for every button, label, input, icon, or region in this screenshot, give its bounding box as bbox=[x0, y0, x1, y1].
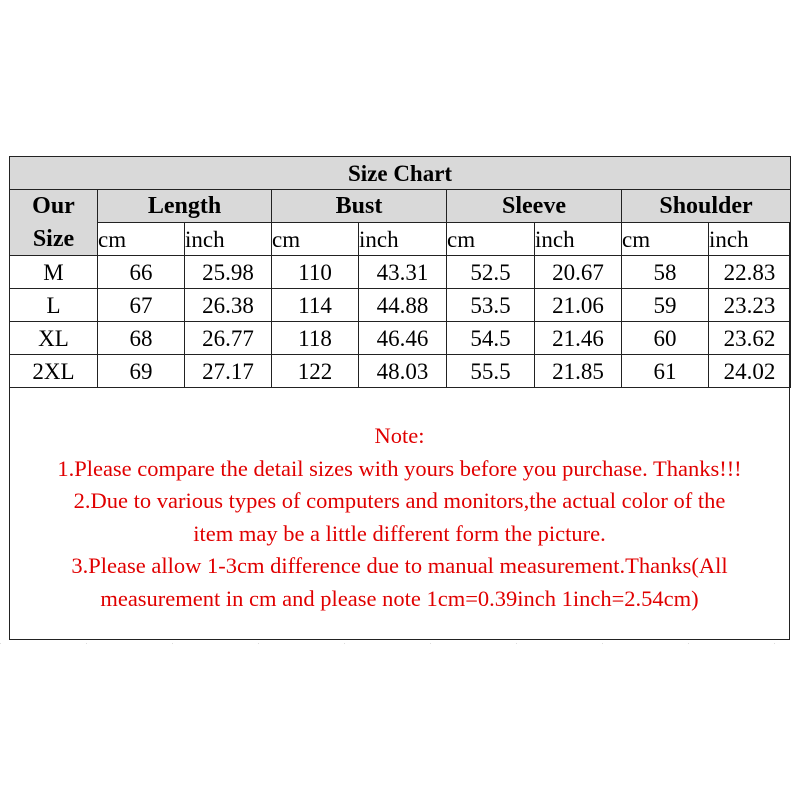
value-cell: 61 bbox=[622, 355, 709, 388]
chart-title: Size Chart bbox=[10, 157, 791, 190]
value-cell: 26.77 bbox=[185, 322, 272, 355]
value-cell: 22.83 bbox=[709, 256, 791, 289]
divider bbox=[0, 643, 800, 644]
size-chart-table bbox=[9, 156, 791, 388]
note-line: measurement in cm and please note 1cm=0.39inch 1inch=2.54cm) bbox=[100, 585, 699, 611]
unit-cell: inch bbox=[535, 223, 622, 256]
table-row bbox=[10, 322, 791, 355]
value-cell: 52.5 bbox=[447, 256, 535, 289]
size-header-line1: Our bbox=[32, 193, 75, 220]
value-cell: 21.46 bbox=[535, 322, 622, 355]
value-cell: 118 bbox=[272, 322, 359, 355]
unit-cell: cm bbox=[98, 223, 185, 256]
unit-cell: cm bbox=[622, 223, 709, 256]
value-cell: 44.88 bbox=[359, 289, 447, 322]
unit-cell: inch bbox=[359, 223, 447, 256]
unit-cell: cm bbox=[272, 223, 359, 256]
note-line: 1.Please compare the detail sizes with yours before you purchase. Thanks!!! bbox=[57, 455, 742, 481]
value-cell: 59 bbox=[622, 289, 709, 322]
note-line: 2.Due to various types of computers and monitors,the actual color of the bbox=[73, 488, 726, 513]
value-cell: 27.17 bbox=[185, 355, 272, 388]
value-cell: 23.23 bbox=[709, 289, 791, 322]
value-cell: 58 bbox=[622, 256, 709, 289]
value-cell: 48.03 bbox=[359, 355, 447, 388]
value-cell: 55.5 bbox=[447, 355, 535, 388]
value-cell: 24.02 bbox=[709, 355, 791, 388]
size-cell: XL bbox=[10, 322, 98, 355]
unit-cell: cm bbox=[447, 223, 535, 256]
size-cell: L bbox=[10, 289, 98, 322]
shoulder-header: Shoulder bbox=[622, 190, 791, 223]
value-cell: 69 bbox=[98, 355, 185, 388]
length-header: Length bbox=[98, 190, 272, 223]
value-cell: 46.46 bbox=[359, 322, 447, 355]
size-column-header bbox=[10, 190, 98, 256]
value-cell: 66 bbox=[98, 256, 185, 289]
note-line: 3.Please allow 1-3cm difference due to manual measurement.Thanks(All bbox=[71, 553, 728, 578]
value-cell: 60 bbox=[622, 322, 709, 355]
value-cell: 54.5 bbox=[447, 322, 535, 355]
value-cell: 67 bbox=[98, 289, 185, 322]
note-line: item may be a little different form the picture. bbox=[193, 520, 606, 546]
unit-cell: inch bbox=[185, 223, 272, 256]
size-cell: M bbox=[10, 256, 98, 289]
value-cell: 23.62 bbox=[709, 322, 791, 355]
value-cell: 122 bbox=[272, 355, 359, 388]
note-heading: Note: bbox=[374, 423, 425, 448]
note-block bbox=[9, 420, 790, 615]
value-cell: 114 bbox=[272, 289, 359, 322]
value-cell: 68 bbox=[98, 322, 185, 355]
value-cell: 26.38 bbox=[185, 289, 272, 322]
table-row bbox=[10, 289, 791, 322]
size-cell: 2XL bbox=[10, 355, 98, 388]
table-row bbox=[10, 355, 791, 388]
value-cell: 43.31 bbox=[359, 256, 447, 289]
value-cell: 20.67 bbox=[535, 256, 622, 289]
size-header-line2: Size bbox=[32, 225, 75, 252]
sleeve-header: Sleeve bbox=[447, 190, 622, 223]
value-cell: 21.06 bbox=[535, 289, 622, 322]
bust-header: Bust bbox=[272, 190, 447, 223]
value-cell: 53.5 bbox=[447, 289, 535, 322]
value-cell: 25.98 bbox=[185, 256, 272, 289]
value-cell: 21.85 bbox=[535, 355, 622, 388]
value-cell: 110 bbox=[272, 256, 359, 289]
table-row bbox=[10, 256, 791, 289]
unit-cell: inch bbox=[709, 223, 791, 256]
